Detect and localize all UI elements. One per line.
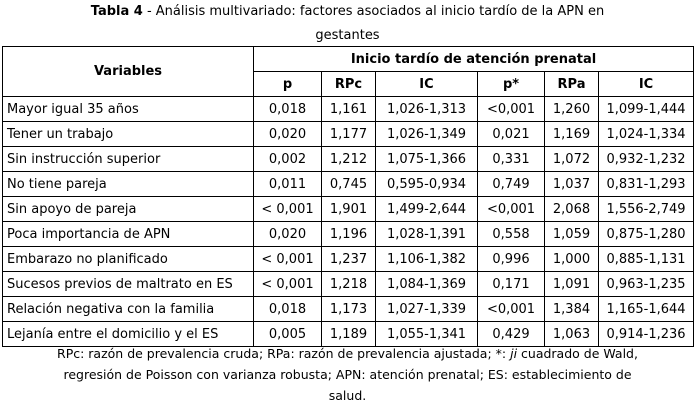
table-row — [3, 172, 694, 197]
cell-ic-adjusted: 1,099-1,444 — [599, 97, 694, 122]
footnote-italic: ji — [510, 346, 518, 361]
cell-p-star: 0,171 — [478, 272, 545, 297]
footnote-text-2: cuadrado de Wald, — [517, 346, 638, 361]
cell-ic-crude: 1,026-1,349 — [376, 122, 478, 147]
cell-p-star: 0,429 — [478, 322, 545, 347]
table-row — [3, 97, 694, 122]
cell-ic-crude: 1,026-1,313 — [376, 97, 478, 122]
cell-variable: Sin instrucción superior — [3, 147, 254, 172]
header-row-1 — [3, 47, 694, 72]
cell-ic-crude: 1,106-1,382 — [376, 247, 478, 272]
cell-rpa: 1,037 — [545, 172, 599, 197]
caption-text: - Análisis multivariado: factores asociados al inicio tardío de la APN en — [142, 4, 605, 19]
table-row — [3, 247, 694, 272]
caption-line-1 — [0, 0, 695, 24]
cell-ic-crude: 1,028-1,391 — [376, 222, 478, 247]
cell-rpc: 1,901 — [322, 197, 376, 222]
col-header-rpa: RPa — [545, 72, 599, 97]
table-row — [3, 147, 694, 172]
cell-rpc: 1,237 — [322, 247, 376, 272]
cell-ic-crude: 1,055-1,341 — [376, 322, 478, 347]
cell-p: < 0,001 — [254, 197, 322, 222]
col-header-p: p — [254, 72, 322, 97]
cell-p-star: 0,749 — [478, 172, 545, 197]
cell-p-star: 0,558 — [478, 222, 545, 247]
cell-p: 0,018 — [254, 297, 322, 322]
results-table — [2, 46, 694, 347]
table-row — [3, 197, 694, 222]
cell-ic-adjusted: 1,165-1,644 — [599, 297, 694, 322]
cell-variable: Mayor igual 35 años — [3, 97, 254, 122]
table-footnote — [0, 343, 695, 406]
cell-ic-crude: 0,595-0,934 — [376, 172, 478, 197]
cell-p: 0,011 — [254, 172, 322, 197]
cell-ic-adjusted: 1,556-2,749 — [599, 197, 694, 222]
table-row — [3, 272, 694, 297]
footnote-line-2: regresión de Poisson con varianza robusta; APN: atención prenatal; ES: establecimiento de — [63, 367, 632, 382]
cell-variable: Sucesos previos de maltrato en ES — [3, 272, 254, 297]
cell-p-star: <0,001 — [478, 97, 545, 122]
cell-p-star: <0,001 — [478, 297, 545, 322]
table-row — [3, 122, 694, 147]
cell-variable: Lejanía entre el domicilio y el ES — [3, 322, 254, 347]
cell-p-star: 0,331 — [478, 147, 545, 172]
cell-rpc: 1,177 — [322, 122, 376, 147]
cell-rpa: 1,091 — [545, 272, 599, 297]
col-header-ic-adjusted: IC — [599, 72, 694, 97]
cell-rpa: 2,068 — [545, 197, 599, 222]
cell-rpa: 1,169 — [545, 122, 599, 147]
cell-rpc: 1,173 — [322, 297, 376, 322]
cell-p-star: 0,996 — [478, 247, 545, 272]
cell-variable: Relación negativa con la familia — [3, 297, 254, 322]
cell-rpc: 1,218 — [322, 272, 376, 297]
footnote-text-1: RPc: razón de prevalencia cruda; RPa: razón de prevalencia ajustada; *: — [57, 346, 511, 361]
cell-ic-adjusted: 0,932-1,232 — [599, 147, 694, 172]
cell-ic-adjusted: 0,963-1,235 — [599, 272, 694, 297]
cell-ic-adjusted: 0,875-1,280 — [599, 222, 694, 247]
cell-rpc: 1,161 — [322, 97, 376, 122]
cell-ic-adjusted: 0,885-1,131 — [599, 247, 694, 272]
cell-rpc: 1,196 — [322, 222, 376, 247]
cell-variable: No tiene pareja — [3, 172, 254, 197]
cell-p: < 0,001 — [254, 272, 322, 297]
cell-rpc: 1,212 — [322, 147, 376, 172]
cell-p-star: <0,001 — [478, 197, 545, 222]
cell-p: 0,018 — [254, 97, 322, 122]
table-row — [3, 222, 694, 247]
cell-ic-crude: 1,027-1,339 — [376, 297, 478, 322]
cell-ic-crude: 1,499-2,644 — [376, 197, 478, 222]
cell-rpa: 1,072 — [545, 147, 599, 172]
col-header-p-star: p* — [478, 72, 545, 97]
cell-rpc: 0,745 — [322, 172, 376, 197]
group-header: Inicio tardío de atención prenatal — [254, 47, 694, 72]
cell-rpa: 1,260 — [545, 97, 599, 122]
footnote-line-1 — [0, 343, 695, 364]
cell-ic-adjusted: 1,024-1,334 — [599, 122, 694, 147]
cell-p: 0,002 — [254, 147, 322, 172]
cell-rpc: 1,189 — [322, 322, 376, 347]
cell-variable: Embarazo no planificado — [3, 247, 254, 272]
cell-rpa: 1,384 — [545, 297, 599, 322]
table-caption — [0, 0, 695, 48]
variables-header: Variables — [3, 47, 254, 97]
caption-prefix: Tabla 4 — [90, 4, 143, 19]
cell-ic-adjusted: 0,914-1,236 — [599, 322, 694, 347]
cell-p: 0,020 — [254, 122, 322, 147]
col-header-rpc: RPc — [322, 72, 376, 97]
cell-rpa: 1,063 — [545, 322, 599, 347]
table-body — [3, 97, 694, 347]
cell-rpa: 1,000 — [545, 247, 599, 272]
cell-variable: Sin apoyo de pareja — [3, 197, 254, 222]
cell-p-star: 0,021 — [478, 122, 545, 147]
table-row — [3, 297, 694, 322]
cell-ic-crude: 1,075-1,366 — [376, 147, 478, 172]
cell-p: 0,005 — [254, 322, 322, 347]
col-header-ic-crude: IC — [376, 72, 478, 97]
cell-variable: Tener un trabajo — [3, 122, 254, 147]
footnote-line-3: salud. — [328, 388, 367, 403]
cell-p: < 0,001 — [254, 247, 322, 272]
cell-ic-crude: 1,084-1,369 — [376, 272, 478, 297]
cell-rpa: 1,059 — [545, 222, 599, 247]
cell-p: 0,020 — [254, 222, 322, 247]
caption-line-2: gestantes — [315, 28, 380, 43]
cell-variable: Poca importancia de APN — [3, 222, 254, 247]
cell-ic-adjusted: 0,831-1,293 — [599, 172, 694, 197]
